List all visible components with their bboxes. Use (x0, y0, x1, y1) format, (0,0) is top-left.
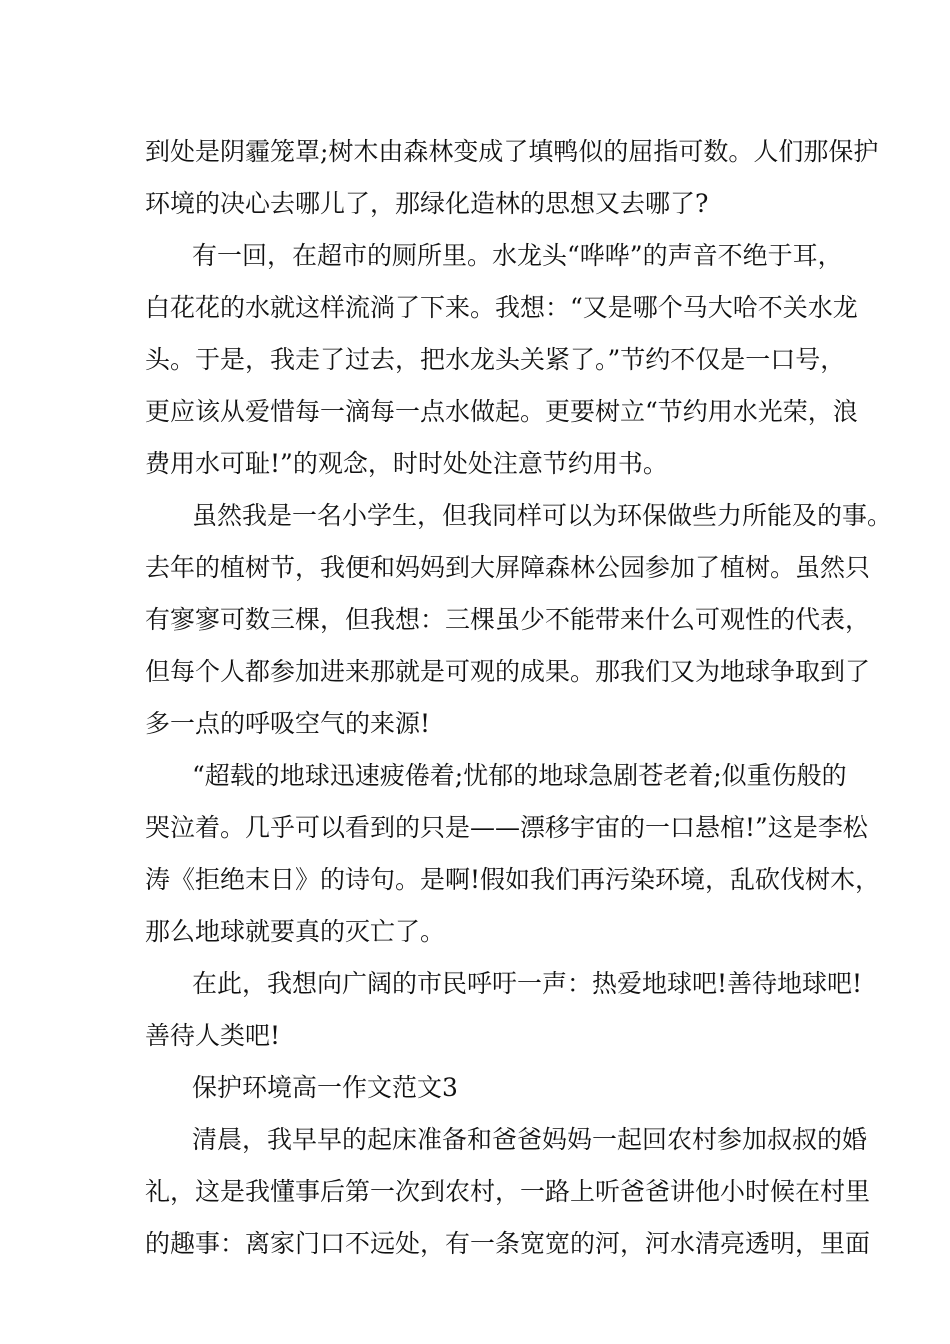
text-line-20: 清晨，我早早的起床准备和爸爸妈妈一起回农村参加叔叔的婚 (192, 1125, 868, 1154)
text-line-6: 更应该从爱惜每一滴每一点水做起。更要树立“节约用水光荣，浪 (145, 397, 858, 426)
text-line-21: 礼，这是我懂事后第一次到农村，一路上听爸爸讲他小时候在村里 (145, 1177, 871, 1206)
text-line-14: 哭泣着。几乎可以看到的只是——漂移宇宙的一口悬棺!”这是李松 (145, 813, 868, 842)
text-line-7: 费用水可耻!”的观念，时时处处注意节约用书。 (145, 449, 668, 478)
text-line-8: 虽然我是一名小学生，但我同样可以为环保做些力所能及的事。 (192, 501, 893, 530)
text-line-10: 有寥寥可数三棵，但我想：三棵虽少不能带来什么可观性的代表， (145, 605, 871, 634)
text-line-11: 但每个人都参加进来那就是可观的成果。那我们又为地球争取到了 (145, 657, 871, 686)
section-heading: 保护环境高一作文范文3 (192, 1073, 458, 1102)
text-line-1: 到处是阴霾笼罩;树木由森林变成了填鸭似的屈指可数。人们那保护 (145, 137, 879, 166)
text-line-3: 有一回，在超市的厕所里。水龙头“哗哗”的声音不绝于耳， (192, 241, 843, 270)
text-line-2: 环境的决心去哪儿了，那绿化造林的思想又去哪了? (145, 189, 709, 218)
text-line-4: 白花花的水就这样流淌了下来。我想：“又是哪个马大哈不关水龙 (145, 293, 858, 322)
text-line-13: “超载的地球迅速疲倦着;忧郁的地球急剧苍老着;似重伤般的 (192, 761, 847, 790)
text-line-9: 去年的植树节，我便和妈妈到大屏障森林公园参加了植树。虽然只 (145, 553, 871, 582)
text-line-16: 那么地球就要真的灭亡了。 (145, 917, 446, 946)
text-line-5: 头。于是，我走了过去，把水龙头关紧了。”节约不仅是一口号， (145, 345, 846, 374)
text-line-15: 涛《拒绝末日》的诗句。是啊!假如我们再污染环境，乱砍伐树木， (145, 865, 881, 894)
text-line-12: 多一点的呼吸空气的来源! (145, 709, 431, 738)
text-line-22: 的趣事：离家门口不远处，有一条宽宽的河，河水清亮透明，里面 (145, 1229, 871, 1258)
text-line-18: 善待人类吧! (145, 1021, 281, 1050)
text-line-17: 在此，我想向广阔的市民呼吁一声：热爱地球吧!善待地球吧! (192, 969, 863, 998)
